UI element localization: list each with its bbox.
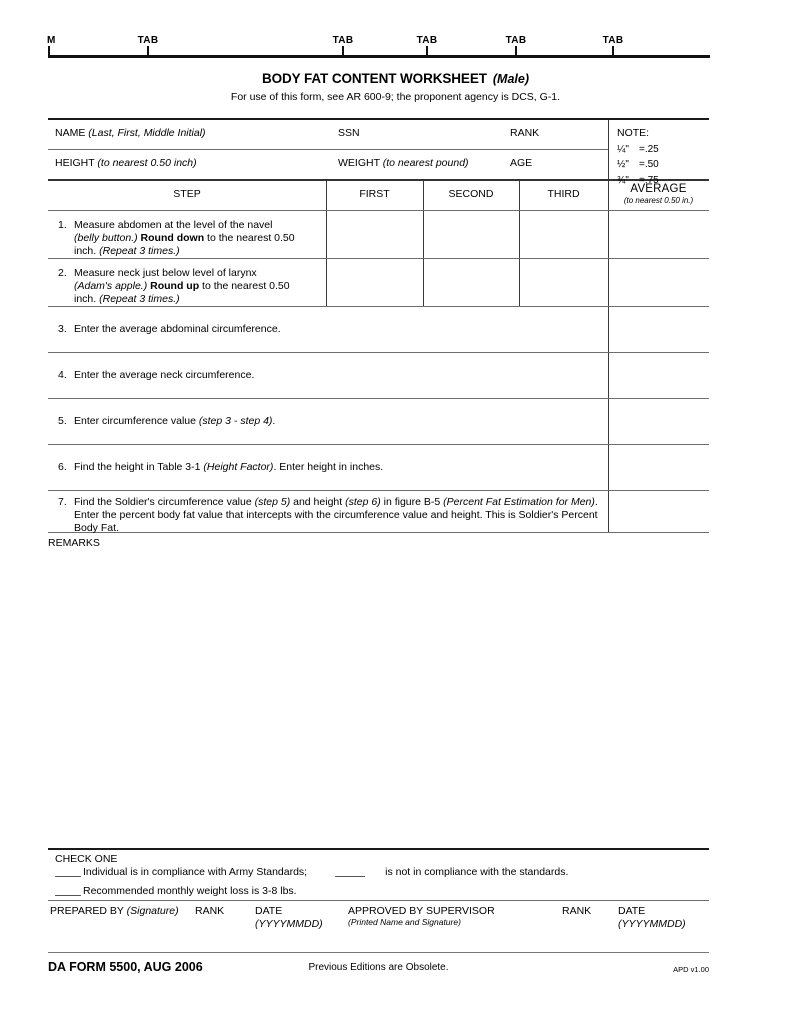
ruler-tick-margin — [48, 46, 50, 55]
ruler-baseline — [48, 55, 710, 58]
note-line-half — [617, 159, 709, 170]
note-fraction-threequarter: ¾" — [617, 174, 629, 186]
step-7-i3: (Percent Fat Estimation for Men) — [443, 495, 595, 508]
prepared-by-hint: (Signature) — [126, 905, 179, 918]
step-2-line3: inch. — [74, 292, 97, 305]
step-6-lead: Find the height in Table 3-1 — [74, 460, 204, 473]
column-header-first: FIRST — [359, 187, 390, 200]
row-step-7 — [48, 491, 709, 532]
step-7-i1: (step 5) — [254, 495, 291, 508]
signature-row — [48, 901, 709, 937]
prepared-by-label: PREPARED BY — [50, 905, 124, 918]
column-header-third: THIRD — [547, 187, 580, 200]
check-one-option-2-text: Recommended monthly weight loss is 3-8 lbs. — [83, 885, 297, 898]
ruler-tick-tab-3 — [426, 46, 428, 55]
ruler-label-tab-4: TAB — [505, 35, 527, 46]
worksheet-table — [48, 118, 709, 557]
step-1-first-input[interactable] — [326, 211, 423, 258]
step-1-line1: Measure abdomen at the level of the navel — [74, 218, 273, 231]
ruler-label-tab-1: TAB — [137, 35, 159, 46]
step-1-line2-italic: (belly button.) — [74, 231, 138, 244]
step-6-text — [74, 461, 504, 474]
check-one-option-1-text: Individual is in compliance with Army Standards; — [83, 866, 308, 879]
form-identifier: DA FORM 5500, AUG 2006 — [48, 960, 203, 974]
obsolete-notice: Previous Editions are Obsolete. — [308, 962, 449, 973]
page-footer — [48, 952, 709, 978]
step-4-value-input[interactable] — [608, 353, 709, 398]
step-5-value-input[interactable] — [608, 399, 709, 444]
step-2-third-input[interactable] — [519, 259, 608, 306]
row-step-5 — [48, 399, 709, 444]
rank-right-field[interactable]: RANK — [562, 905, 592, 918]
column-header-average-sub: (to nearest 0.50 in.) — [623, 195, 694, 205]
title-block — [0, 70, 791, 103]
age-field-label: AGE — [510, 157, 533, 170]
ruler-tick-tab-2 — [342, 46, 344, 55]
weight-label-text: WEIGHT — [338, 157, 380, 170]
apd-version: APD v1.00 — [673, 965, 709, 974]
step-4-number: 4. — [58, 368, 67, 381]
step-2-line3-italic: (Repeat 3 times.) — [99, 292, 180, 305]
rank-field-label: RANK — [510, 127, 540, 140]
step-1-line3-italic: (Repeat 3 times.) — [99, 244, 180, 257]
note-line-quarter — [617, 144, 709, 155]
page-title-gender: (Male) — [492, 72, 530, 86]
footer-rule — [48, 952, 709, 953]
step-7-number: 7. — [58, 495, 67, 508]
step-7-value-input[interactable] — [608, 491, 709, 532]
step-7-line3: Body Fat. — [74, 521, 119, 534]
approved-by-hint: (Printed Name and Signature) — [348, 917, 461, 928]
ruler-tick-tab-1 — [147, 46, 149, 55]
step-1-average-input[interactable] — [608, 211, 709, 258]
name-label-text: NAME — [55, 127, 86, 140]
note-value-threequarter: =.75 — [639, 174, 659, 186]
step-6-number: 6. — [58, 460, 67, 473]
ssn-field-label: SSN — [338, 127, 360, 140]
ruler-label-tab-5: TAB — [602, 35, 624, 46]
note-fraction-half: ½" — [617, 159, 629, 170]
approved-by-label: APPROVED BY SUPERVISOR — [348, 905, 495, 918]
name-label-hint: (Last, First, Middle Initial) — [88, 127, 206, 140]
approved-by-field[interactable] — [348, 905, 495, 927]
date-left-field[interactable] — [255, 905, 323, 930]
ruler-tick-tab-5 — [612, 46, 614, 55]
row-step-2 — [48, 259, 709, 306]
checkbox-not-in-compliance[interactable] — [335, 876, 365, 877]
date-right-label: DATE — [618, 905, 646, 918]
name-field-label — [55, 127, 206, 139]
weight-field-label — [338, 157, 469, 169]
note-panel — [608, 121, 709, 186]
step-2-line2-bold: Round up — [150, 279, 200, 292]
remarks-input-area[interactable] — [48, 548, 709, 844]
step-3-number: 3. — [58, 322, 67, 335]
step-3-text: Enter the average abdominal circumference. — [74, 322, 281, 335]
column-header-second: SECOND — [448, 187, 494, 200]
column-header-step: STEP — [173, 187, 201, 200]
tab-ruler — [48, 36, 710, 58]
ruler-label-tab-3: TAB — [416, 35, 438, 46]
checkbox-in-compliance[interactable] — [55, 876, 81, 877]
step-6-value-input[interactable] — [608, 445, 709, 490]
height-label-hint: (to nearest 0.50 inch) — [97, 157, 197, 170]
step-2-line2-rest: to the nearest 0.50 — [202, 279, 290, 292]
date-left-format: (YYYYMMDD) — [255, 918, 323, 931]
step-1-number: 1. — [58, 218, 67, 231]
step-2-average-input[interactable] — [608, 259, 709, 306]
step-2-second-input[interactable] — [423, 259, 519, 306]
step-7-p1: Find the Soldier's circumference value — [74, 495, 255, 508]
ruler-label-margin: M — [47, 35, 56, 46]
column-header-average — [608, 183, 709, 205]
row-step-4 — [48, 353, 709, 398]
step-6-italic: (Height Factor) — [203, 460, 274, 473]
step-7-p2: and height — [290, 495, 346, 508]
step-2-line2-italic: (Adam's apple.) — [74, 279, 148, 292]
note-value-quarter: =.25 — [639, 143, 659, 155]
check-one-option-2 — [55, 885, 297, 897]
prepared-by-field[interactable] — [50, 905, 179, 917]
rank-left-field[interactable]: RANK — [195, 905, 225, 918]
step-2-text — [74, 267, 322, 306]
weight-label-hint: (to nearest pound) — [382, 157, 469, 170]
row-column-headers — [48, 181, 709, 210]
step-7-i2: (step 6) — [345, 495, 381, 508]
step-2-number: 2. — [58, 266, 67, 279]
step-5-tail: . — [272, 414, 276, 427]
check-one-option-1 — [55, 866, 568, 878]
step-6-tail: . Enter height in inches. — [273, 460, 384, 473]
check-one-option-1b-text: is not in compliance with the standards. — [385, 866, 569, 879]
step-5-italic: (step 3 - step 4) — [198, 414, 273, 427]
step-1-text — [74, 219, 322, 258]
step-1-second-input[interactable] — [423, 211, 519, 258]
step-1-line2-bold: Round down — [140, 231, 205, 244]
step-4-text: Enter the average neck circumference. — [74, 368, 255, 381]
step-2-first-input[interactable] — [326, 259, 423, 306]
check-one-block — [48, 850, 709, 900]
height-field-label — [55, 157, 197, 169]
step-1-line2-rest: to the nearest 0.50 — [207, 231, 295, 244]
step-7-p4: . — [594, 495, 598, 508]
step-1-line3: inch. — [74, 244, 97, 257]
note-value-half: =.50 — [639, 159, 659, 170]
step-2-line1: Measure neck just below level of larynx — [74, 266, 257, 279]
step-7-line2: Enter the percent body fat value that intercepts with the circumference value and height. This is Soldier's Percent — [74, 508, 598, 521]
note-heading: NOTE: — [617, 127, 650, 139]
height-label-text: HEIGHT — [55, 157, 95, 170]
row-step-3 — [48, 307, 709, 352]
column-header-average-main: AVERAGE — [630, 182, 687, 195]
note-fraction-quarter: ¼" — [617, 143, 629, 155]
page-subtitle: For use of this form, see AR 600-9; the proponent agency is DCS, G-1. — [230, 91, 561, 103]
step-7-text — [74, 496, 624, 535]
step-7-p3: in figure B-5 — [380, 495, 444, 508]
date-left-label: DATE — [255, 905, 283, 918]
date-right-field[interactable] — [618, 905, 686, 930]
page-title: BODY FAT CONTENT WORKSHEET — [261, 71, 487, 86]
remarks-label: REMARKS — [48, 536, 100, 549]
row-step-6 — [48, 445, 709, 490]
step-5-number: 5. — [58, 414, 67, 427]
date-right-format: (YYYYMMDD) — [618, 918, 686, 931]
checkbox-weight-loss[interactable] — [55, 895, 81, 896]
step-3-value-input[interactable] — [608, 307, 709, 352]
step-5-text — [74, 415, 322, 428]
step-5-lead: Enter circumference value — [74, 414, 199, 427]
ruler-label-tab-2: TAB — [332, 35, 354, 46]
row-step-1 — [48, 211, 709, 258]
step-1-third-input[interactable] — [519, 211, 608, 258]
ruler-tick-tab-4 — [515, 46, 517, 55]
check-one-title: CHECK ONE — [55, 853, 118, 866]
certification-block — [48, 848, 709, 937]
